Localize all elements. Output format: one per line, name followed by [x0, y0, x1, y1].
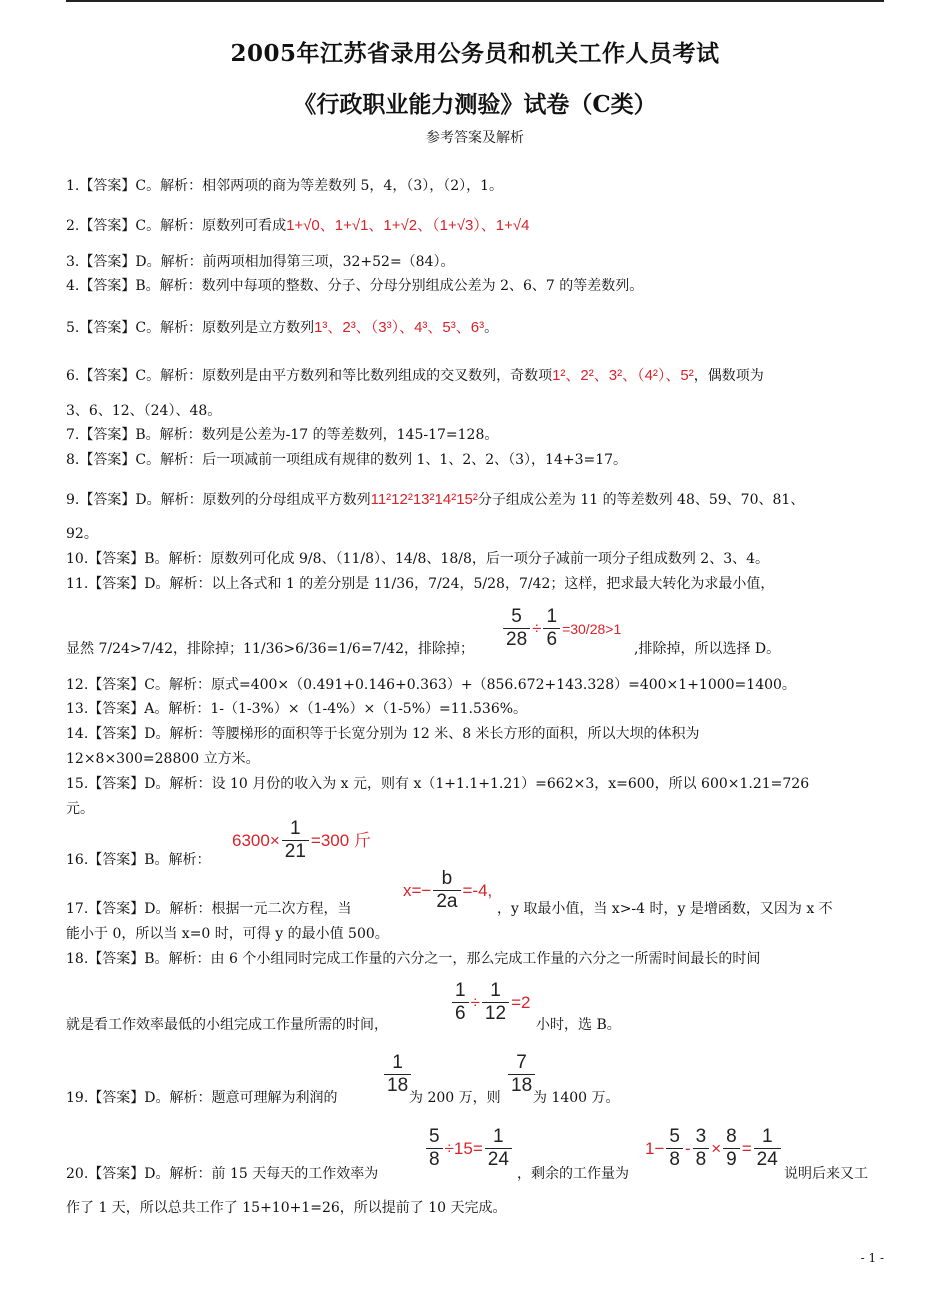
answer-16-formula	[232, 818, 371, 863]
answer-17-formula	[403, 868, 492, 913]
answer-5-formula: 1³、2³、（3³）、4³、5³、6³	[314, 319, 485, 336]
fraction: $\frac{1}{6}$	[543, 606, 560, 651]
fraction: $\frac{1}{6}$	[452, 980, 469, 1025]
answer-18-formula	[450, 980, 530, 1025]
top-rule	[66, 0, 884, 2]
answer-6-line2: 3、6、12、（24）、48。	[66, 403, 222, 419]
answer-20-formula-b: 1− $\frac{5}{8}$ - $\frac{3}{8}$ × $\frac{8}{9}$ = $\frac{1}{24}$	[645, 1126, 783, 1171]
fraction: $\frac{1}{21}$	[282, 818, 309, 863]
answer-16-text: 16.【答案】B。解析：	[66, 852, 211, 868]
answer-6	[66, 367, 886, 385]
answer-19-text: 19.【答案】D。解析：题意可理解为利润的	[66, 1090, 338, 1106]
answer-7: 7.【答案】B。解析：数列是公差为-17 的等差数列，145-17=128。	[66, 427, 499, 443]
answer-3: 3.【答案】D。解析：前两项相加得第三项，32+52=（84）。	[66, 254, 455, 270]
answer-11-text-end: ,排除掉，所以选择 D。	[634, 641, 781, 657]
answer-4: 4.【答案】B。解析：数列中每项的整数、分子、分母分别组成公差为 2、6、7 的等差数列。	[66, 278, 644, 294]
answer-11-formula	[501, 606, 621, 651]
answer-1: 1.【答案】C。解析：相邻两项的商为等差数列 5，4，（3），（2），1。	[66, 178, 504, 194]
answer-18: 18.【答案】B。解析：由 6 个小组同时完成工作量的六分之一，那么完成工作量的六分之一所需时间最长的时间	[66, 951, 761, 967]
answer-14: 14.【答案】D。解析：等腰梯形的面积等于长宽分别为 12 米、8 米长方形的面积，所以大坝的体积为	[66, 726, 700, 742]
result: =30/28>1	[562, 620, 622, 637]
answer-9-line2: 92。	[66, 526, 98, 542]
section-heading: 参考答案及解析	[426, 130, 524, 146]
answer-11-text: 显然 7/24>7/42，排除掉；11/36>6/36=1/6=7/42，排除掉；	[66, 641, 475, 657]
answer-17-text-end: ，y 取最小值，当 x>-4 时，y 是增函数，又因为 x 不	[497, 901, 833, 917]
result: =-4,	[462, 880, 493, 900]
answer-20-text: 20.【答案】D。解析：前 15 天每天的工作效率为	[66, 1166, 379, 1182]
answer-11: 11.【答案】D。解析：以上各式和 1 的差分别是 11/36，7/24，5/28，7/42；这样，把求最大转化为求最小值，	[66, 576, 775, 592]
answer-9-formula: 11²12²13²14²15²	[370, 491, 478, 508]
answer-19-text-end: 为 1400 万。	[533, 1090, 620, 1106]
fraction: $\frac{5}{28}$	[503, 606, 530, 651]
answer-18-text: 就是看工作效率最低的小组完成工作量所需的时间，	[66, 1017, 388, 1033]
answer-20-text-end: 说明后来又工	[784, 1166, 868, 1182]
answer-20	[66, 1124, 886, 1180]
page-subtitle-exam: 《行政职业能力测验》试卷（C类）	[293, 91, 657, 118]
answer-20-line2: 作了 1 天，所以总共工作了 15+10+1=26，所以提前了 10 天完成。	[66, 1200, 507, 1216]
answer-19-frac1: $\frac{1}{18}$	[382, 1052, 413, 1097]
answer-2-formula: 1+√0、1+√1、1+√2、（1+√3）、1+√4	[286, 217, 530, 234]
answer-14-line2: 12×8×300=28800 立方米。	[66, 751, 260, 767]
answer-20-formula-a: $\frac{5}{8}$ ÷15= $\frac{1}{24}$	[424, 1126, 514, 1171]
answer-6-text-end: ，偶数项为	[693, 368, 764, 384]
result: =2	[511, 992, 531, 1012]
page-number: - 1 -	[860, 1251, 884, 1265]
answer-15-line2: 元。	[66, 801, 94, 817]
answer-9-text-end: 分子组成公差为 11 的等差数列 48、59、70、81、	[477, 492, 805, 508]
answer-15: 15.【答案】D。解析：设 10 月份的收入为 x 元，则有 x（1+1.1+1.21）=662×3，x=600，所以 600×1.21=726	[66, 776, 810, 792]
answer-20-text-mid: ，剩余的工作量为	[517, 1166, 629, 1182]
answer-12: 12.【答案】C。解析：原式=400×（0.491+0.146+0.363）+（856.672+143.328）=400×1+1000=1400。	[66, 677, 796, 693]
answer-13: 13.【答案】A。解析：1-（1-3%）×（1-4%）×（1-5%）=11.536%。	[66, 701, 528, 717]
answer-10: 10.【答案】B。解析：原数列可化成 9/8、（11/8）、14/8、18/8，后一项分子减前一项分子组成数列 2、3、4。	[66, 551, 770, 567]
page-title: 2005年江苏省录用公务员和机关工作人员考试	[230, 40, 720, 67]
answer-8: 8.【答案】C。解析：后一项减前一项组成有规律的数列 1、1、2、2、（3），14+3=17。	[66, 452, 628, 468]
answer-2-text: 2.【答案】C。解析：原数列可看成	[66, 218, 287, 234]
answer-6-text: 6.【答案】C。解析：原数列是由平方数列和等比数列组成的交叉数列，奇数项	[66, 368, 553, 384]
fraction: $\frac{b}{2a}$	[433, 868, 460, 913]
fraction: $\frac{1}{12}$	[482, 980, 509, 1025]
answer-18-text-end: 小时，选 B。	[536, 1017, 621, 1033]
answer-17-line2: 能小于 0，所以当 x=0 时，可得 y 的最小值 500。	[66, 926, 389, 942]
answer-9	[66, 491, 886, 509]
answer-6-formula: 1²、2²、3²、（4²）、5²	[552, 367, 694, 384]
answer-17	[66, 868, 886, 920]
answer-19-frac2: $\frac{7}{18}$	[506, 1052, 537, 1097]
result: =300 斤	[310, 830, 371, 850]
formula-lead: 6300×	[232, 830, 280, 850]
answer-5-text: 5.【答案】C。解析：原数列是立方数列	[66, 320, 315, 336]
divide-sign: ÷	[470, 992, 480, 1012]
answer-17-text: 17.【答案】D。解析：根据一元二次方程，当	[66, 901, 352, 917]
answer-2	[66, 217, 886, 235]
answer-19-text-mid: 为 200 万，则	[409, 1090, 501, 1106]
answer-16	[66, 818, 886, 870]
answer-18-line2	[66, 980, 886, 1032]
answer-5	[66, 319, 886, 337]
formula-lead: x=−	[403, 880, 432, 900]
answer-5-end: 。	[484, 320, 499, 336]
answer-19	[66, 1052, 886, 1108]
divide-sign: ÷	[532, 618, 542, 638]
answer-9-text: 9.【答案】D。解析：原数列的分母组成平方数列	[66, 492, 371, 508]
answer-11-line2	[66, 606, 886, 662]
